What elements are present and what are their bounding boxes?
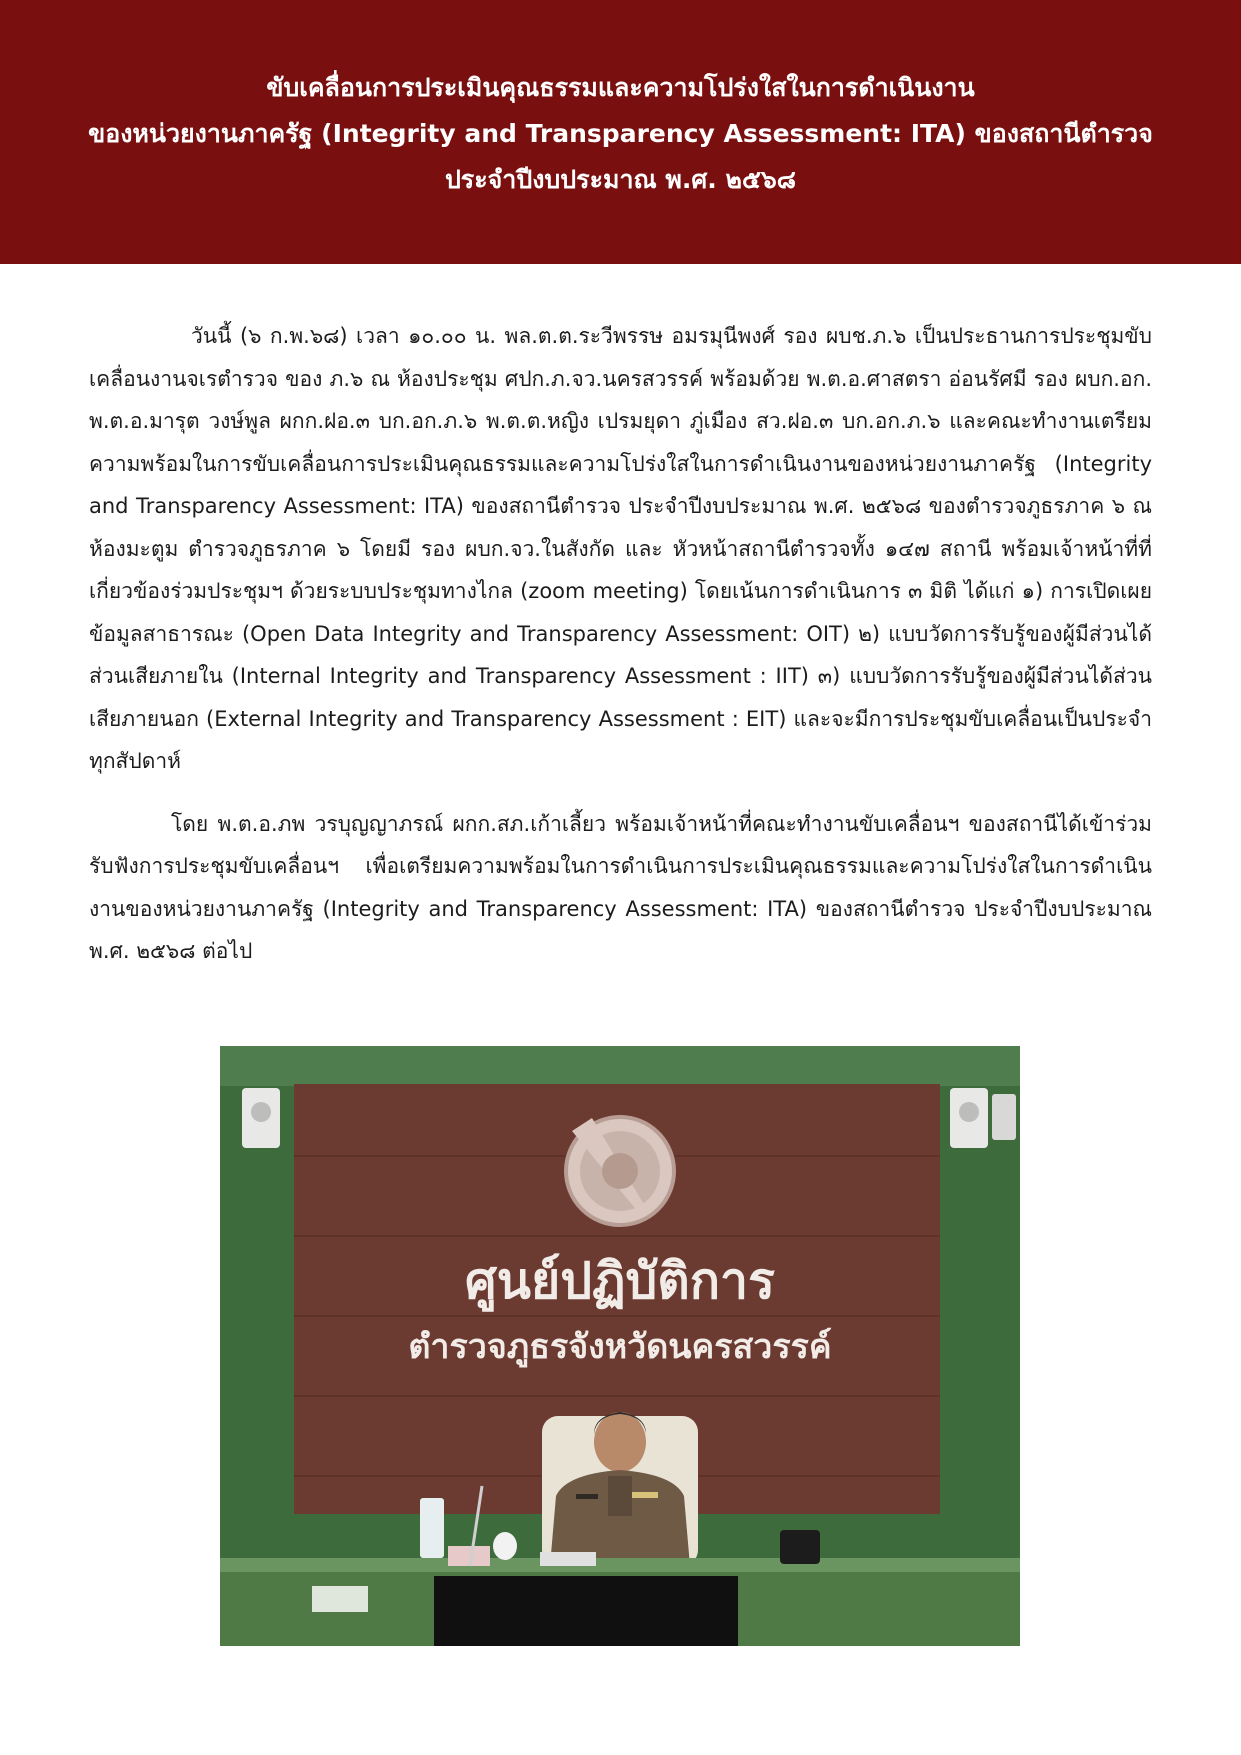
sanitizer-bottle: [420, 1498, 444, 1558]
title-line-2: ของหน่วยงานภาครัฐ (Integrity and Transparency Assessment: ITA) ของสถานีตำรวจ: [88, 119, 1153, 148]
monitor: [434, 1576, 738, 1646]
nameplate: [540, 1552, 596, 1566]
sign-line-1: ศูนย์ปฏิบัติการ: [465, 1252, 775, 1310]
title-line-1: ขับเคลื่อนการประเมินคุณธรรมและความโปร่งใสในการดำเนินงาน: [266, 73, 975, 102]
article-body: [89, 315, 1152, 973]
teapot: [493, 1532, 517, 1560]
title-line-3: ประจำปีงบประมาณ พ.ศ. ๒๕๖๘: [444, 165, 797, 194]
sign-line-2: ตำรวจภูธรจังหวัดนครสวรรค์: [408, 1327, 832, 1367]
paragraph-2: โดย พ.ต.อ.ภพ วรบุญญาภรณ์ ผกก.สภ.เก้าเลี้ยว พร้อมเจ้าหน้าที่คณะทำงานขับเคลื่อนฯ ของสถานีได้เข้าร่วมรับฟังการประชุมขับเคลื่อนฯ เพื่อเตรียมความพร้อมในการดำเนินการประเมินคุณธรรมและความโปร่งใสในการดำเนินงานของหน่วยงานภาครัฐ (Integrity and Transparency Assessment: ITA) ของสถานีตำรวจ ประจำปีงบประมาณ พ.ศ. ๒๕๖๘ ต่อไป: [89, 811, 1152, 963]
bag: [780, 1530, 820, 1564]
police-emblem-icon: [566, 1117, 674, 1225]
paragraph-1: วันนี้ (๖ ก.พ.๖๘) เวลา ๑๐.๐๐ น. พล.ต.ต.ระวีพรรษ อมรมุนีพงศ์ รอง ผบช.ภ.๖ เป็นประธานการประชุมขับเคลื่อนงานจเรตำรวจ ของ ภ.๖ ณ ห้องประชุม ศปก.ภ.จว.นครสวรรค์ พร้อมด้วย พ.ต.อ.ศาสตรา อ่อนรัศมี รอง ผบก.อก. พ.ต.อ.มารุต วงษ์พูล ผกก.ฝอ.๓ บก.อก.ภ.๖ พ.ต.ต.หญิง เปรมยุดา ภู่เมือง สว.ฝอ.๓ บก.อก.ภ.๖ และคณะทำงานเตรียมความพร้อมในการขับเคลื่อนการประเมินคุณธรรมและความโปร่งใสในการดำเนินงานของหน่วยงานภาครัฐ (Integrity and Transparency Assessment: ITA) ของสถานีตำรวจ ประจำปีงบประมาณ พ.ศ. ๒๕๖๘ ของตำรวจภูธรภาค ๖ ณ ห้องมะตูม ตำรวจภูธรภาค ๖ โดยมี รอง ผบก.จว.ในสังกัด และ หัวหน้าสถานีตำรวจทั้ง ๑๔๗ สถานี พร้อมเจ้าหน้าที่ที่เกี่ยวข้องร่วมประชุมฯ ด้วยระบบประชุมทางไกล (zoom meeting) โดยเน้นการดำเนินการ ๓ มิติ ได้แก่ ๑) การเปิดเผยข้อมูลสาธารณะ (Open Data Integrity and Transparency Assessment: OIT) ๒) แบบวัดการรับรู้ของผู้มีส่วนได้ส่วนเสียภายใน (Internal Integrity and Transparency Assessment : IIT) ๓) แบบวัดการรับรู้ของผู้มีส่วนได้ส่วนเสียภายนอก (External Integrity and Transparency Assessment : EIT) และจะมีการประชุมขับเคลื่อนเป็นประจำทุกสัปดาห์: [89, 324, 1152, 773]
page-header: [0, 0, 1241, 264]
meeting-photo: [220, 1046, 1020, 1646]
